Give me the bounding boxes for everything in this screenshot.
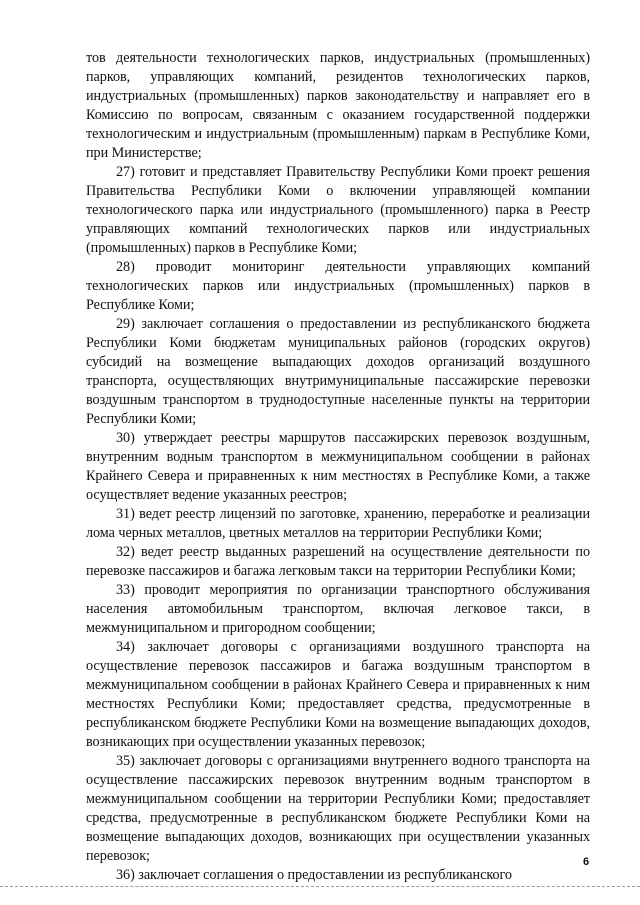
footer-divider [0, 886, 640, 887]
paragraph-item-31: 31) ведет реестр лицензий по заготовке, хранению, переработке и реализации лома черных металлов, цветных металлов на территории Республики Коми; [86, 506, 590, 541]
paragraph-item-34: 34) заключает договоры с организациями воздушного транспорта на осуществление перевозок пассажиров и багажа воздушным транспортом в межмуниципальном сообщении в районах Крайнего Севера и приравненных к ним местностях Республики Коми; предоставляет средства, предусмотренные в республиканском бюджете Республики Коми на возмещение выпадающих доходов, возникающих при осуществлении указанных перевозок; [86, 639, 590, 750]
paragraph-item-33: 33) проводит мероприятия по организации транспортного обслуживания населения автомобильным транспортом, включая легковое такси, в межмуниципальном и пригородном сообщении; [86, 582, 590, 636]
paragraph-item-28: 28) проводит мониторинг деятельности управляющих компаний технологических парков или индустриальных (промышленных) парков в Республике Коми; [86, 259, 590, 313]
page-number: 6 [583, 856, 590, 868]
paragraph-item-30: 30) утверждает реестры маршрутов пассажирских перевозок воздушным, внутренним водным транспортом в межмуниципальном сообщении в районах Крайнего Севера и приравненных к ним местностях в Республике Коми, а также осуществляет ведение указанных реестров; [86, 430, 590, 503]
paragraph-continuation: тов деятельности технологических парков, индустриальных (промышленных) парков, управляющих компаний, резидентов технологических парков, индустриальных (промышленных) парков законодательству и направляет его в Комиссию по вопросам, связанным с оказанием государственной поддержки технологическим и индустриальным (промышленным) паркам в Республике Коми, при Министерстве; [86, 50, 590, 161]
paragraph-item-27: 27) готовит и представляет Правительству Республики Коми проект решения Правительства Республики Коми о включении управляющей компании технологического парка или индустриального (промышленного) парка в Реестр управляющих компаний технологических парков или индустриальных (промышленных) парков в Республике Коми; [86, 164, 590, 256]
document-body [86, 49, 590, 885]
paragraph-item-36: 36) заключает соглашения о предоставлении из республиканского [116, 867, 512, 883]
paragraph-item-35: 35) заключает договоры с организациями внутреннего водного транспорта на осуществление пассажирских перевозок внутренним водным транспортом в межмуниципальном сообщении на территории Республики Коми; предоставляет средства, предусмотренные в республиканском бюджете Республики Коми на возмещение выпадающих доходов, возникающих при осуществлении указанных перевозок; [86, 753, 590, 864]
paragraph-item-32: 32) ведет реестр выданных разрешений на осуществление деятельности по перевозке пассажиров и багажа легковым такси на территории Республики Коми; [86, 544, 590, 579]
paragraph-item-29: 29) заключает соглашения о предоставлении из республиканского бюджета Республики Коми бюджетам муниципальных районов (городских округов) субсидий на возмещение выпадающих доходов организаций воздушного транспорта, осуществляющих внутримуниципальные пассажирские перевозки воздушным транспортом в труднодоступные населенные пункты на территории Республики Коми; [86, 316, 590, 427]
